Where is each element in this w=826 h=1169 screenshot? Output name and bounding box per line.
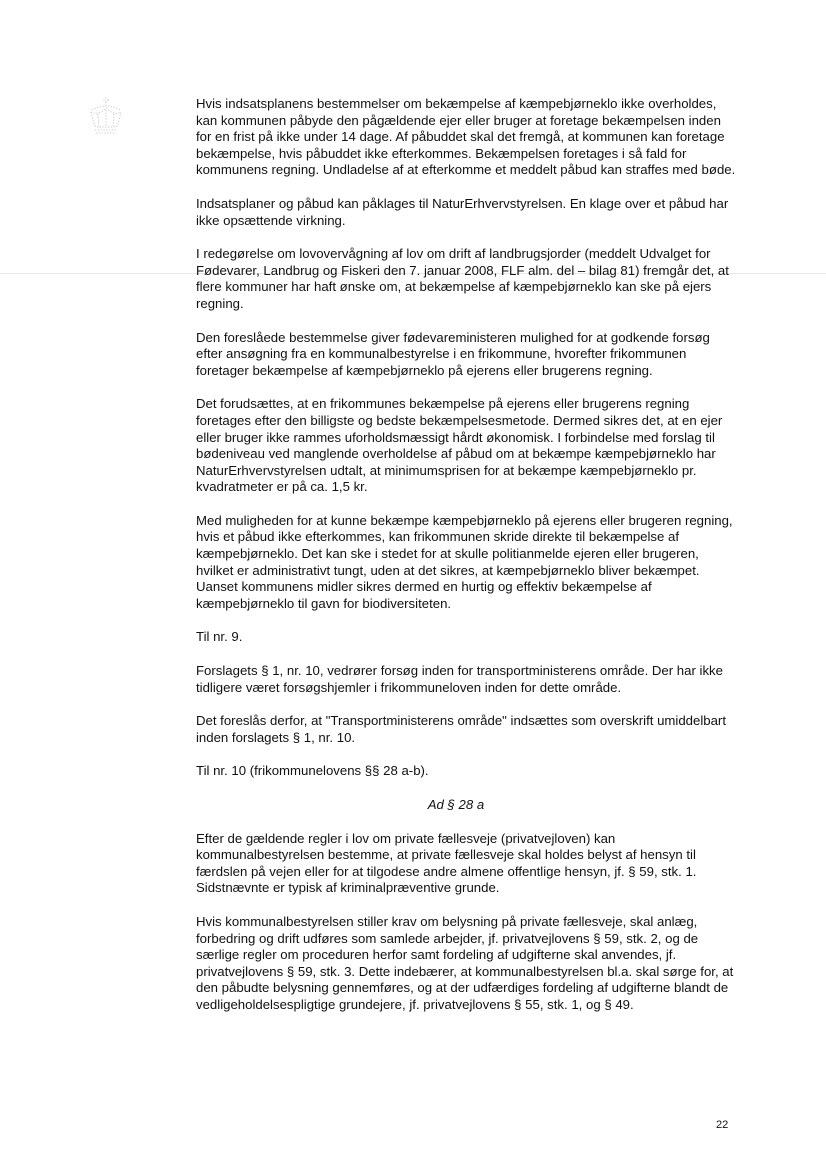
- subsection-heading: Ad § 28 a: [427, 797, 485, 812]
- paragraph: Den foreslåede bestemmelse giver fødevareministeren mulighed for at godkende forsøg efter ansøgning fra en kommunalbestyrelse i en frikommune, hvorefter frikommunen foretager bekæmpelse af kæmpebjørneklo på ejerens eller brugerens regning.: [196, 329, 710, 378]
- paragraph: I redegørelse om lovovervågning af lov om drift af landbrugsjorder (meddelt Udvalget for Fødevarer, Landbrug og Fiskeri den 7. januar 2008, FLF alm. del – bilag 81) fremgår det, at flere kommuner har haft ønske om, at bekæmpelse af kæmpebjørneklo kan ske på ejers regning.: [196, 246, 729, 311]
- paragraph: Efter de gældende regler i lov om private fællesveje (privatvejloven) kan kommunalbestyrelsen bestemme, at private fællesveje skal holdes belyst af hensyn til færdslen på vejen eller for at tilgodese andre almene offentlige hensyn, jf. § 59, stk. 1. Sidstnævnte er typisk af kriminalpræventive grunde.: [196, 830, 697, 896]
- paragraph: Forslagets § 1, nr. 10, vedrører forsøg inden for transportministerens område. Der har ikke tidligere været forsøgshjemler i frikommuneloven inden for dette område.: [196, 663, 723, 695]
- paragraph: Med muligheden for at kunne bekæmpe kæmpebjørneklo på ejerens eller brugeren regning, hvis et påbud ikke efterkommes, kan frikommunen skride direkte til bekæmpelse af kæmpebjørneklo. Det kan ske i stedet for at skulle politianmelde ejeren eller brugeren, hvilket er administrativt tungt, uden at det sikres, at kæmpebjørneklo bliver bekæmpet. Uanset kommunens midler sikres dermed en hurtig og effektiv bekæmpelse af kæmpebjørneklo til gavn for biodiversiteten.: [196, 512, 733, 611]
- section-heading: Til nr. 9.: [196, 629, 243, 645]
- page-number: 22: [716, 1119, 729, 1131]
- paragraph: Hvis kommunalbestyrelsen stiller krav om belysning på private fællesveje, skal anlæg, forbedring og drift udføres som samlede arbejder, jf. privatvejlovens § 59, stk. 2, og de særlige regler om proceduren herfor samt fordeling af udgifterne skal anvendes, jf. privatvejlovens § 59, stk. 3. Dette indebærer, at kommunalbestyrelsen bl.a. skal sørge for, at den påbudte belysning gennemføres, og at der udfærdiges fordeling af udgifterne blandt de vedligeholdelsespligtige grundejere, jf. privatvejlovens § 55, stk. 1, og § 49.: [196, 913, 734, 1012]
- paragraph: Det forudsættes, at en frikommunes bekæmpelse på ejerens eller brugerens regning foretages efter den billigste og bedste bekæmpelsesmetode. Dermed sikres det, at en ejer eller bruger ikke rammes uforholdsmæssigt hårdt økonomisk. I forbindelse med forslag til bødeniveau ved manglende overholdelse af påbud om at bekæmpe kæmpebjørneklo har NaturErhvervstyrelsen udtalt, at minimumsprisen for at bekæmpe kæmpebjørneklo pr. kvadratmeter er på ca. 1,5 kr.: [196, 396, 723, 495]
- paragraph: Det foreslås derfor, at "Transportministerens område" indsættes som overskrift umiddelbart inden forslagets § 1, nr. 10.: [196, 713, 726, 745]
- paragraph: Hvis indsatsplanens bestemmelser om bekæmpelse af kæmpebjørneklo ikke overholdes, kan kommunen påbyde den pågældende ejer eller bruger at foretage bekæmpelsen inden for en frist på ikke under 14 dage. Af påbuddet skal det fremgå, at kommunen kan foretage bekæmpelse, hvis påbuddet ikke efterkommes. Bekæmpelsen foretages i så fald for kommunens regning. Undladelse af at efterkomme et meddelt påbud kan straffes med bøde.: [196, 96, 736, 178]
- document-body: [196, 96, 736, 1031]
- paragraph: Indsatsplaner og påbud kan påklages til NaturErhvervstyrelsen. En klage over et påbud har ikke opsættende virkning.: [196, 195, 729, 228]
- crown-icon: [86, 96, 126, 136]
- section-heading: Til nr. 10 (frikommunelovens §§ 28 a-b).: [196, 763, 429, 779]
